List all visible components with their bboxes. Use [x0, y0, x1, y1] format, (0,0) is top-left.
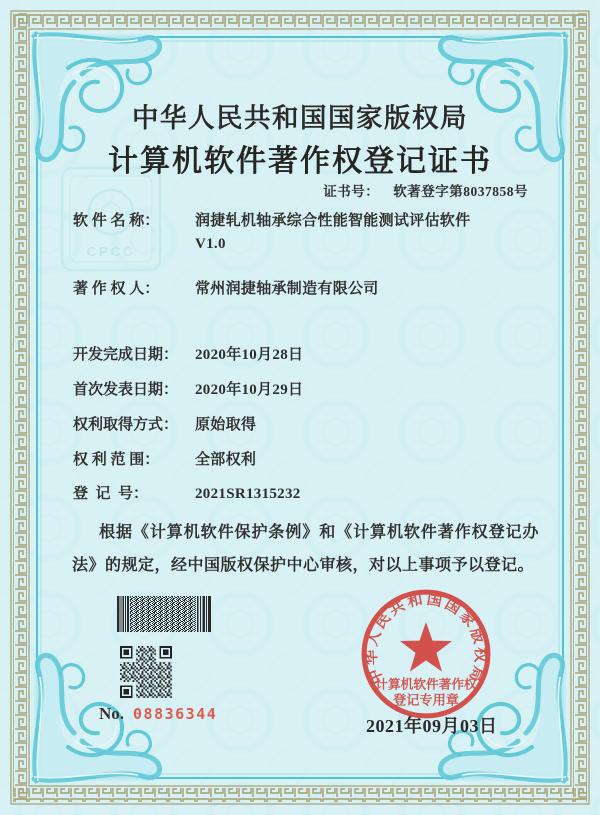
- field-rights-acquisition: [73, 414, 256, 437]
- qr-code-icon: [120, 646, 172, 698]
- field-copyright-owner: [73, 278, 379, 301]
- seal-line1: 计算机软件著作权: [375, 677, 477, 692]
- field-label: 权利取得方式：: [73, 417, 179, 433]
- software-version-value: V1.0: [195, 236, 226, 252]
- five-point-star-icon: [400, 622, 452, 672]
- field-label: 登 记 号：: [73, 486, 149, 502]
- field-label: 首次发表日期：: [73, 382, 179, 398]
- field-software-name: [73, 210, 470, 256]
- seal-arc-text: 中华人民共和国国家版权局: [362, 590, 490, 687]
- field-label: 软 件 名 称：: [73, 213, 160, 229]
- dev-complete-date-value: 2020年10月28日: [195, 347, 304, 363]
- certificate-title: 计算机软件著作权登记证书: [108, 145, 492, 178]
- official-red-seal: [357, 585, 495, 723]
- certificate-number-label: 证书号：: [323, 184, 380, 199]
- field-dev-complete-date: [73, 344, 303, 367]
- registration-statement: 根据《计算机软件保护条例》和《计算机软件著作权登记办法》的规定，经中国版权保护中心审核，对以上事项予以登记。: [72, 524, 539, 574]
- serial-prefix: No.: [99, 704, 125, 723]
- seal-line2: 登记专用章: [393, 692, 459, 708]
- certificate-number-line: [323, 180, 528, 200]
- certificate-number-value: 软著登字第8037858号: [393, 184, 528, 199]
- software-name-value: 润捷轧机轴承综合性能智能测试评估软件: [195, 213, 471, 229]
- field-rights-scope: [73, 449, 256, 472]
- field-label: 权 利 范 围：: [73, 452, 160, 468]
- serial-number: 08836344: [133, 705, 218, 723]
- first-publish-date-value: 2020年10月29日: [195, 382, 304, 398]
- registration-number-value: 2021SR1315232: [195, 486, 301, 502]
- serial-number-line: [99, 704, 217, 724]
- field-label: 著 作 权 人：: [73, 281, 160, 297]
- copyright-owner-value: 常州润捷轴承制造有限公司: [195, 281, 379, 297]
- issuing-authority-title: 中华人民共和国国家版权局: [132, 103, 468, 133]
- registration-date: 2021年09月03日: [366, 716, 498, 736]
- field-label: 开发完成日期：: [73, 347, 179, 363]
- field-first-publish-date: [73, 379, 303, 402]
- rights-acquisition-value: 原始取得: [195, 417, 257, 433]
- cpcc-watermark-text: CPCC: [86, 244, 136, 259]
- rights-scope-value: 全部权利: [195, 452, 257, 468]
- pdf417-barcode-icon: [117, 596, 211, 632]
- field-registration-number: [73, 483, 301, 506]
